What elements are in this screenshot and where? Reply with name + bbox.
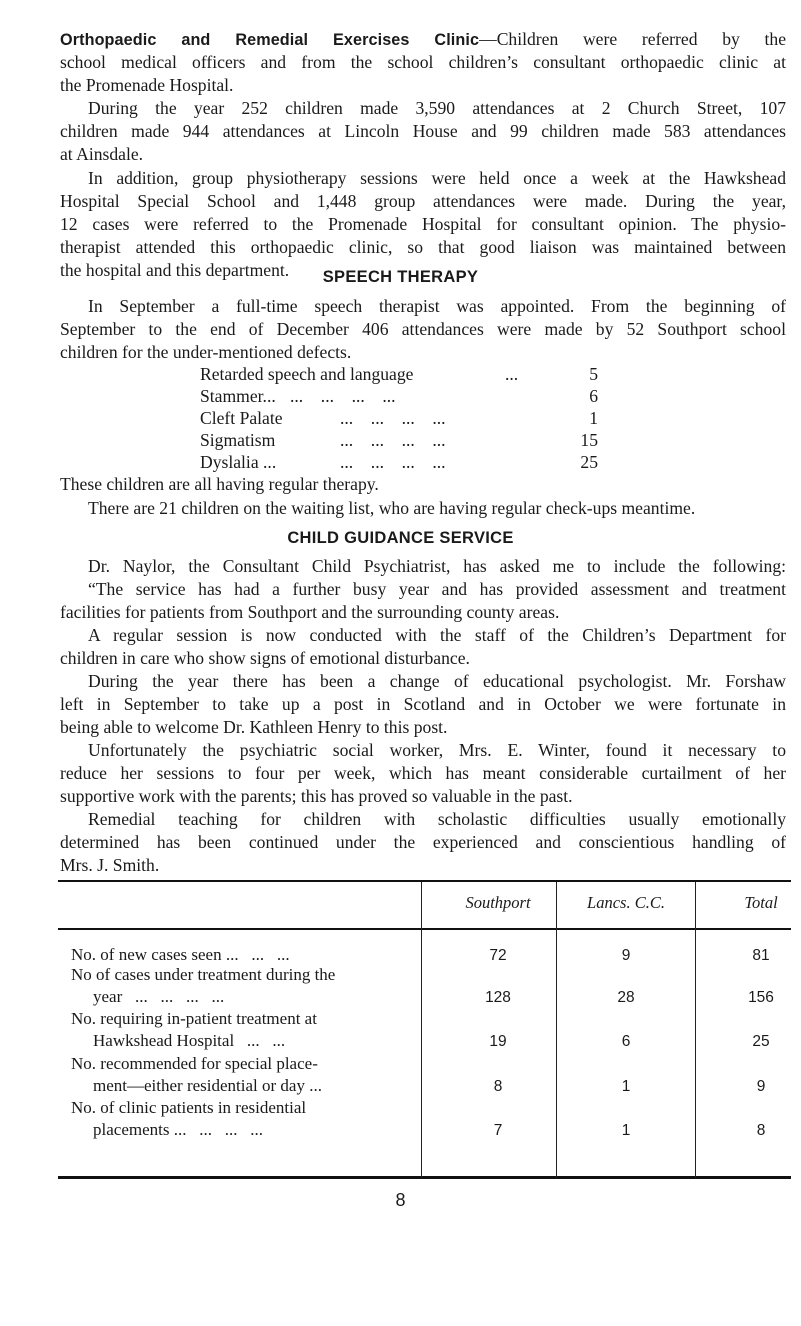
physio-line-1: In addition, group physiotherapy sessions were held once a week at the Hawkshead (88, 168, 786, 188)
guidance-line-8: being able to welcome Dr. Kathleen Henry to this post. (60, 717, 448, 737)
table-cell-value: 156 (748, 989, 774, 1006)
table-column-divider (556, 882, 557, 1178)
attendance-line-2: children made 944 attendances at Lincoln House and 99 children made 583 attendances (60, 121, 786, 141)
table-row-label: No. of new cases seen ... ... ... (71, 945, 290, 964)
defect-value: 5 (589, 364, 598, 384)
defect-value: 15 (580, 430, 598, 450)
speech-line-2: September to the end of December 406 attendances were made by 52 Southport school (60, 319, 786, 339)
table-row-label-continued: Hawkshead Hospital ... ... (93, 1031, 286, 1050)
waiting-list-note: There are 21 children on the waiting list, who are having regular check-ups meantime. (88, 498, 696, 518)
orthopaedic-line-2: school medical officers and from the school children’s consultant orthopaedic clinic at (60, 52, 786, 72)
table-column-divider (421, 882, 422, 1178)
table-cell-value: 28 (617, 989, 635, 1006)
table-cell-value: 1 (621, 1122, 631, 1139)
table-top-rule (58, 880, 791, 882)
defect-label: Retarded speech and language (200, 364, 414, 384)
defect-leader: ... ... ... ... (340, 452, 446, 472)
table-cell-value: 7 (493, 1122, 503, 1139)
defect-label: Dyslalia ... (200, 452, 277, 472)
table-row-label-continued: ment—either residential or day ... (93, 1076, 322, 1095)
guidance-line-7: left in September to take up a post in Scotland and in October we were fortunate in (60, 694, 786, 714)
table-row-label: No. recommended for special place- (71, 1054, 318, 1073)
speech-line-1: In September a full-time speech therapist was appointed. From the beginning of (88, 296, 786, 316)
table-cell-value: 6 (621, 1033, 631, 1050)
table-row-label: No of cases under treatment during the (71, 965, 336, 984)
defect-label: Cleft Palate (200, 408, 283, 428)
speech-note: These children are all having regular therapy. (60, 474, 379, 494)
table-column-header: Southport (465, 893, 531, 912)
guidance-line-6: During the year there has been a change of educational psychologist. Mr. Forshaw (88, 671, 786, 691)
defect-value: 1 (589, 408, 598, 428)
guidance-line-13: determined has been continued under the experienced and conscientious handling of (60, 832, 786, 852)
table-cell-value: 81 (752, 947, 770, 964)
table-row-label: No. requiring in-patient treatment at (71, 1009, 317, 1028)
physio-line-2: Hospital Special School and 1,448 group attendances were made. During the year, (60, 191, 786, 211)
table-cell-value: 8 (756, 1122, 766, 1139)
table-bottom-rule (58, 1176, 791, 1179)
guidance-line-3: facilities for patients from Southport and the surrounding county areas. (60, 602, 560, 622)
defect-leader: ... ... ... ... (340, 408, 446, 428)
defect-label: Sigmatism (200, 430, 276, 450)
table-cell-value: 1 (621, 1078, 631, 1095)
speech-therapy-heading: SPEECH THERAPY (322, 268, 479, 286)
defect-label: Stammer... (200, 386, 276, 406)
orthopaedic-line-3: the Promenade Hospital. (60, 75, 234, 95)
attendance-line-3: at Ainsdale. (60, 144, 144, 164)
child-guidance-heading: CHILD GUIDANCE SERVICE (287, 529, 514, 547)
guidance-line-9: Unfortunately the psychiatric social worker, Mrs. E. Winter, found it necessary to (88, 740, 786, 760)
physio-line-3: 12 cases were referred to the Promenade Hospital for consultant opinion. The physio- (60, 214, 786, 234)
speech-line-3: children for the under-mentioned defects. (60, 342, 352, 362)
defect-leader: ... (505, 364, 519, 384)
table-row-label-continued: year ... ... ... ... (93, 987, 225, 1006)
attendance-line-1: During the year 252 children made 3,590 attendances at 2 Church Street, 107 (88, 98, 786, 118)
guidance-line-14: Mrs. J. Smith. (60, 855, 160, 875)
guidance-line-12: Remedial teaching for children with scholastic difficulties usually emotionally (88, 809, 786, 829)
orthopaedic-text: —Children were referred by the (479, 29, 786, 49)
defect-leader: ... ... ... ... (290, 386, 396, 406)
table-row-label-continued: placements ... ... ... ... (93, 1120, 263, 1139)
table-cell-value: 8 (493, 1078, 503, 1095)
table-cell-value: 9 (621, 947, 631, 964)
table-header-rule (58, 928, 791, 930)
guidance-line-1: Dr. Naylor, the Consultant Child Psychiatrist, has asked me to include the following: (88, 556, 786, 576)
table-row-label: No. of clinic patients in residential (71, 1098, 307, 1117)
table-column-header: Lancs. C.C. (587, 893, 665, 912)
guidance-line-11: supportive work with the parents; this has proved so valuable in the past. (60, 786, 573, 806)
table-cell-value: 25 (752, 1033, 770, 1050)
defect-value: 6 (589, 386, 598, 406)
page-number: 8 (395, 1190, 406, 1210)
table-cell-value: 72 (489, 947, 507, 964)
defect-value: 25 (580, 452, 598, 472)
physio-line-5: the hospital and this department. (60, 260, 290, 280)
statistics-table (58, 880, 791, 1180)
table-column-header: Total (744, 893, 778, 912)
orthopaedic-line-1 (60, 28, 786, 51)
physio-line-4: therapist attended this orthopaedic clinic, so that good liaison was maintained between (60, 237, 786, 257)
orthopaedic-heading: Orthopaedic and Remedial Exercises Clinic (60, 31, 480, 49)
guidance-line-4: A regular session is now conducted with the staff of the Children’s Department for (88, 625, 786, 645)
guidance-line-5: children in care who show signs of emotional disturbance. (60, 648, 470, 668)
table-column-divider (695, 882, 696, 1178)
table-cell-value: 128 (485, 989, 511, 1006)
guidance-line-2: “The service has had a further busy year and has provided assessment and treatment (88, 579, 786, 599)
table-cell-value: 19 (489, 1033, 507, 1050)
guidance-line-10: reduce her sessions to four per week, which has meant considerable curtailment of her (60, 763, 786, 783)
table-cell-value: 9 (756, 1078, 766, 1095)
defect-leader: ... ... ... ... (340, 430, 446, 450)
